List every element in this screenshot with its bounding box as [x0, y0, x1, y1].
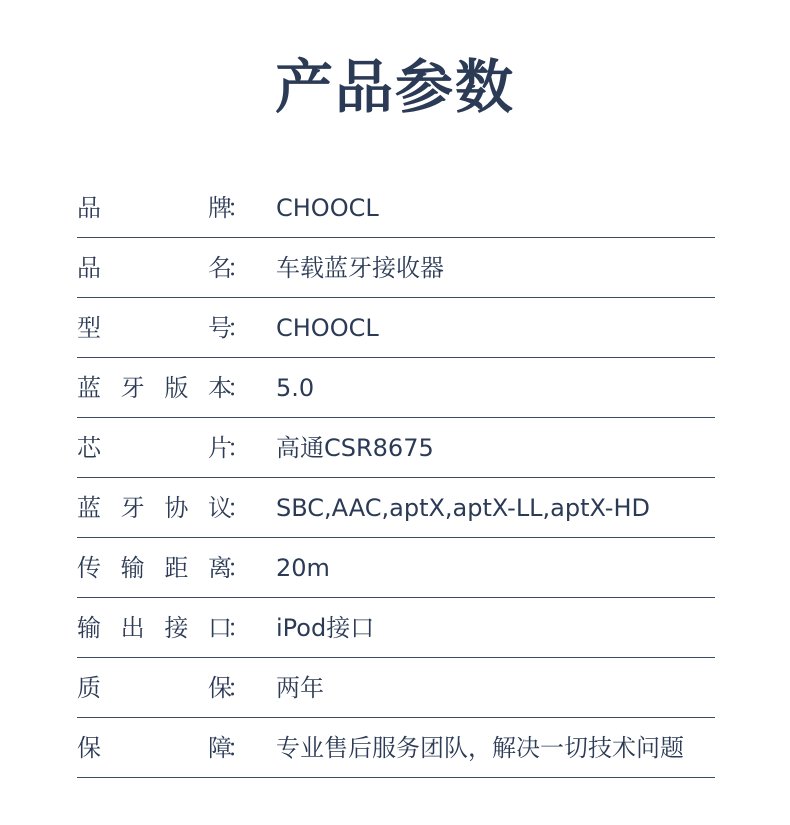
- spec-label-char: 蓝: [77, 374, 101, 402]
- spec-label-char: 接: [164, 614, 189, 642]
- spec-label: [77, 431, 232, 465]
- spec-label-char: 协: [164, 494, 189, 522]
- spec-row: [77, 238, 715, 298]
- spec-colon: ：: [227, 254, 251, 282]
- spec-label-char: 片: [208, 434, 232, 462]
- spec-label-char: 输: [120, 554, 145, 582]
- spec-label-char: 质: [77, 674, 101, 702]
- spec-colon: ：: [227, 614, 251, 642]
- spec-colon: ：: [227, 494, 251, 522]
- spec-label-char: 距: [164, 554, 189, 582]
- spec-colon: ：: [227, 554, 251, 582]
- spec-value: SBC,AAC,aptX,aptX-LL,aptX-HD: [276, 494, 650, 522]
- spec-label-char: 传: [77, 554, 101, 582]
- spec-row: [77, 298, 715, 358]
- spec-label-char: 保: [208, 674, 232, 702]
- spec-colon: ：: [227, 734, 251, 762]
- spec-label-char: 本: [207, 374, 232, 402]
- spec-label-char: 品: [77, 194, 101, 222]
- spec-label-char: 品: [77, 254, 101, 282]
- spec-value: 车载蓝牙接收器: [276, 254, 444, 282]
- spec-colon: ：: [227, 314, 251, 342]
- spec-colon: ：: [227, 434, 251, 462]
- spec-label-char: 牙: [120, 494, 145, 522]
- spec-value: 5.0: [276, 374, 315, 402]
- spec-label-char: 输: [77, 614, 101, 642]
- spec-row: [77, 178, 715, 238]
- spec-value: 两年: [276, 674, 324, 702]
- spec-row: [77, 718, 715, 778]
- spec-row: [77, 478, 715, 538]
- spec-label: [77, 611, 232, 645]
- spec-label: [77, 491, 232, 525]
- spec-label-char: 离: [207, 554, 232, 582]
- spec-colon: ：: [227, 674, 251, 702]
- spec-label-char: 出: [120, 614, 145, 642]
- spec-table: [77, 178, 715, 778]
- spec-value: CHOOCL: [276, 194, 379, 222]
- spec-colon: ：: [227, 374, 251, 402]
- spec-label-char: 名: [208, 254, 232, 282]
- spec-value: 20m: [276, 554, 330, 582]
- spec-label: [77, 251, 232, 285]
- spec-value: 高通CSR8675: [276, 434, 434, 462]
- spec-label: [77, 731, 232, 765]
- spec-row: [77, 418, 715, 478]
- spec-row: [77, 598, 715, 658]
- spec-label: [77, 551, 232, 585]
- spec-label-char: 议: [207, 494, 232, 522]
- spec-label-char: 障: [208, 734, 232, 762]
- spec-label: [77, 371, 232, 405]
- spec-label-char: 版: [164, 374, 189, 402]
- spec-colon: ：: [227, 194, 251, 222]
- spec-label-char: 保: [77, 734, 101, 762]
- spec-label-char: 芯: [77, 434, 101, 462]
- spec-label-char: 蓝: [77, 494, 101, 522]
- spec-value: iPod接口: [276, 614, 375, 642]
- page-title: 产品参数: [274, 53, 515, 121]
- spec-row: [77, 538, 715, 598]
- spec-label-char: 牙: [120, 374, 145, 402]
- spec-label: [77, 311, 232, 345]
- spec-label: [77, 671, 232, 705]
- spec-row: [77, 658, 715, 718]
- spec-label-char: 型: [77, 314, 101, 342]
- spec-value: CHOOCL: [276, 314, 379, 342]
- spec-label-char: 牌: [208, 194, 232, 222]
- spec-row: [77, 358, 715, 418]
- spec-label: [77, 191, 232, 225]
- spec-value: 专业售后服务团队，解决一切技术问题: [276, 734, 684, 762]
- spec-label-char: 号: [208, 314, 232, 342]
- spec-label-char: 口: [207, 614, 232, 642]
